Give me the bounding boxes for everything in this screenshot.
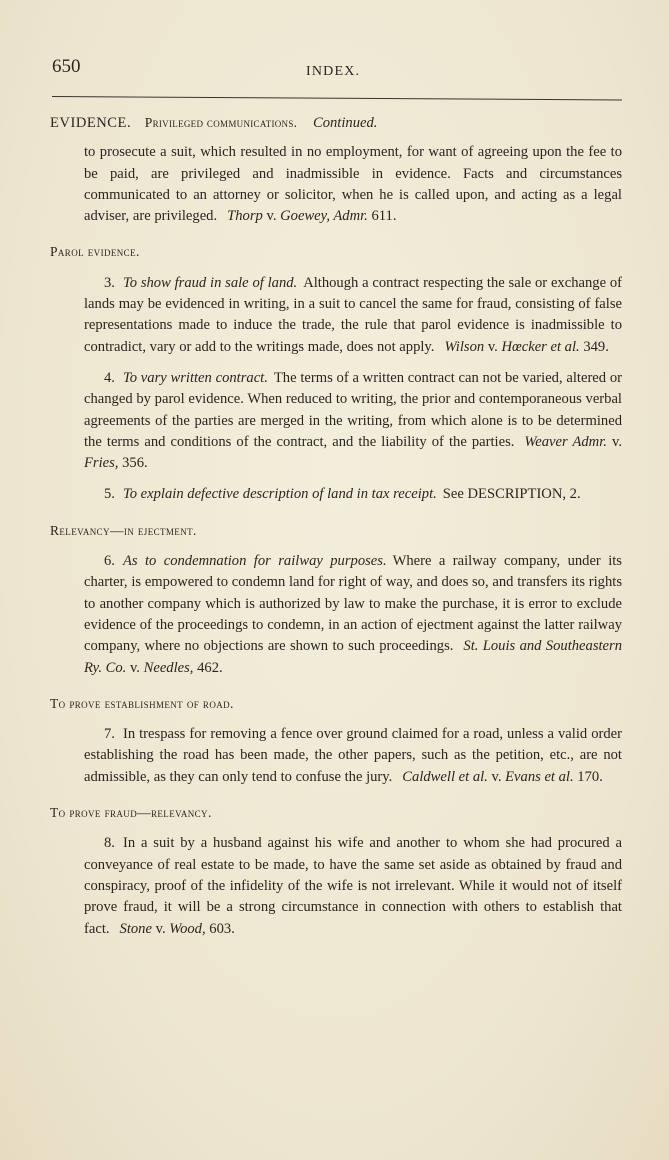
index-section [50, 693, 622, 788]
main-heading [50, 112, 622, 134]
entry-lead: To vary written contract. [122, 369, 268, 386]
citation-plaintiff: Stone [119, 920, 152, 937]
entry-number: 7. [104, 726, 115, 743]
index-content [50, 112, 622, 950]
case-citation [227, 208, 396, 224]
entry-text: In a suit by a husband against his wife and another to whom she had procured a conveyance of real estate to be made, to have the same set aside as obtained by fraud and conspiracy, proof of the infidelity of the wife is not irrelevant. While it would not of itself prove fraud, it will be a strong circumstance in connection with others to establish that fact. [84, 835, 622, 937]
entry-lead: To show fraud in sale of land. [122, 274, 298, 291]
index-section [50, 142, 622, 227]
citation-versus: v. [151, 920, 170, 937]
index-entry [50, 368, 622, 474]
main-heading-subtopic: Privileged communications. [144, 115, 298, 130]
entry-number: 8. [104, 835, 115, 852]
index-section [50, 241, 622, 505]
entry-text: In trespass for removing a fence over ground claimed for a road, unless a valid order establishing the road has been made, the other papers, such as the petition, etc., are not admissible, as they can only tend to confuse the jury. [84, 726, 622, 785]
entry-number: 5. [104, 486, 115, 503]
entry-text: Where a railway company, under its charter, is empowered to condemn land for right of way, and does so, and transfers its rights to another company which is authorized by law to make the purchase, it is error to exclude evidence of the proceedings to condemn, in an action of ejectment against the latter railway company, where no objections are shown to such proceedings. [84, 553, 622, 655]
citation-plaintiff: Weaver Admr. [524, 433, 607, 450]
main-heading-term: EVIDENCE. [50, 115, 132, 131]
citation-page: 170. [573, 768, 603, 785]
sections [50, 142, 622, 940]
page-number: 650 [52, 56, 81, 77]
citation-defendant: Needles, [143, 659, 194, 676]
case-citation [444, 339, 608, 355]
citation-page: 356. [118, 455, 148, 472]
entry-text: The terms of a written contract can not be varied, altered or changed by parol evidence. When reduced to writing, the prior and contemporaneous verbal agreements of the parties are merged in the writing, from which alone is to be determined the terms and conditions of the contract, and the liability of the parties. [84, 369, 622, 450]
section-heading: To prove establishment of road. [50, 695, 234, 711]
index-entry [50, 833, 622, 939]
index-entry [50, 142, 622, 227]
case-citation [120, 921, 235, 937]
citation-plaintiff: St. Louis and Southeastern Ry. Co. [84, 638, 623, 676]
index-entry [50, 273, 622, 358]
entry-text: to prosecute a suit, which resulted in no employment, for want of agreeing upon the fee to be paid, are privileged and inadmissible in evidence. Facts and circumstances communicated to an attorney or solicitor, when he is called upon, and acting as a legal adviser, are privileged. [84, 144, 622, 225]
citation-page: 462. [193, 659, 223, 676]
citation-versus: v. [262, 208, 281, 225]
entry-number: 3. [104, 274, 115, 291]
header-rule [52, 96, 622, 100]
citation-plaintiff: Caldwell et al. [402, 768, 488, 785]
citation-defendant: Evans et al. [505, 768, 574, 785]
entry-text: See DESCRIPTION, 2. [442, 486, 581, 503]
index-entry [50, 484, 622, 505]
index-section [50, 520, 622, 679]
citation-page: 349. [579, 338, 609, 355]
index-section [50, 802, 622, 940]
main-heading-continued: Continued. [312, 115, 378, 131]
section-heading: To prove fraud—relevancy. [50, 805, 212, 821]
citation-defendant: Hœcker et al. [501, 338, 580, 355]
citation-versus: v. [606, 433, 622, 450]
entry-lead: To explain defective description of land in tax receipt. [122, 486, 437, 503]
citation-versus: v. [487, 768, 506, 785]
section-heading: Parol evidence. [50, 244, 140, 260]
citation-versus: v. [126, 659, 144, 676]
citation-page: 603. [205, 920, 235, 937]
citation-page: 611. [367, 208, 397, 225]
running-head: INDEX. [306, 64, 361, 79]
entry-number: 6. [104, 553, 115, 570]
section-heading: Relevancy—in ejectment. [50, 522, 197, 538]
citation-defendant: Wood, [169, 920, 206, 937]
case-citation [402, 769, 603, 785]
entry-lead: As to condemnation for railway purposes. [122, 553, 387, 570]
entry-text: Although a contract respecting the sale or exchange of lands may be evidenced in writing, in a suit to cancel the same for fraud, consisting of false representations made to induce the trade, the rule that parol evidence is inadmissible to contradict, vary or add to the writings made, does not apply. [84, 274, 622, 355]
citation-versus: v. [484, 338, 502, 355]
index-entry [50, 551, 622, 679]
entry-number: 4. [104, 369, 115, 386]
index-entry [50, 724, 622, 788]
citation-plaintiff: Wilson [444, 338, 485, 355]
citation-plaintiff: Thorp [227, 208, 263, 225]
citation-defendant: Goewey, Admr. [280, 208, 368, 225]
citation-defendant: Fries, [84, 455, 119, 472]
